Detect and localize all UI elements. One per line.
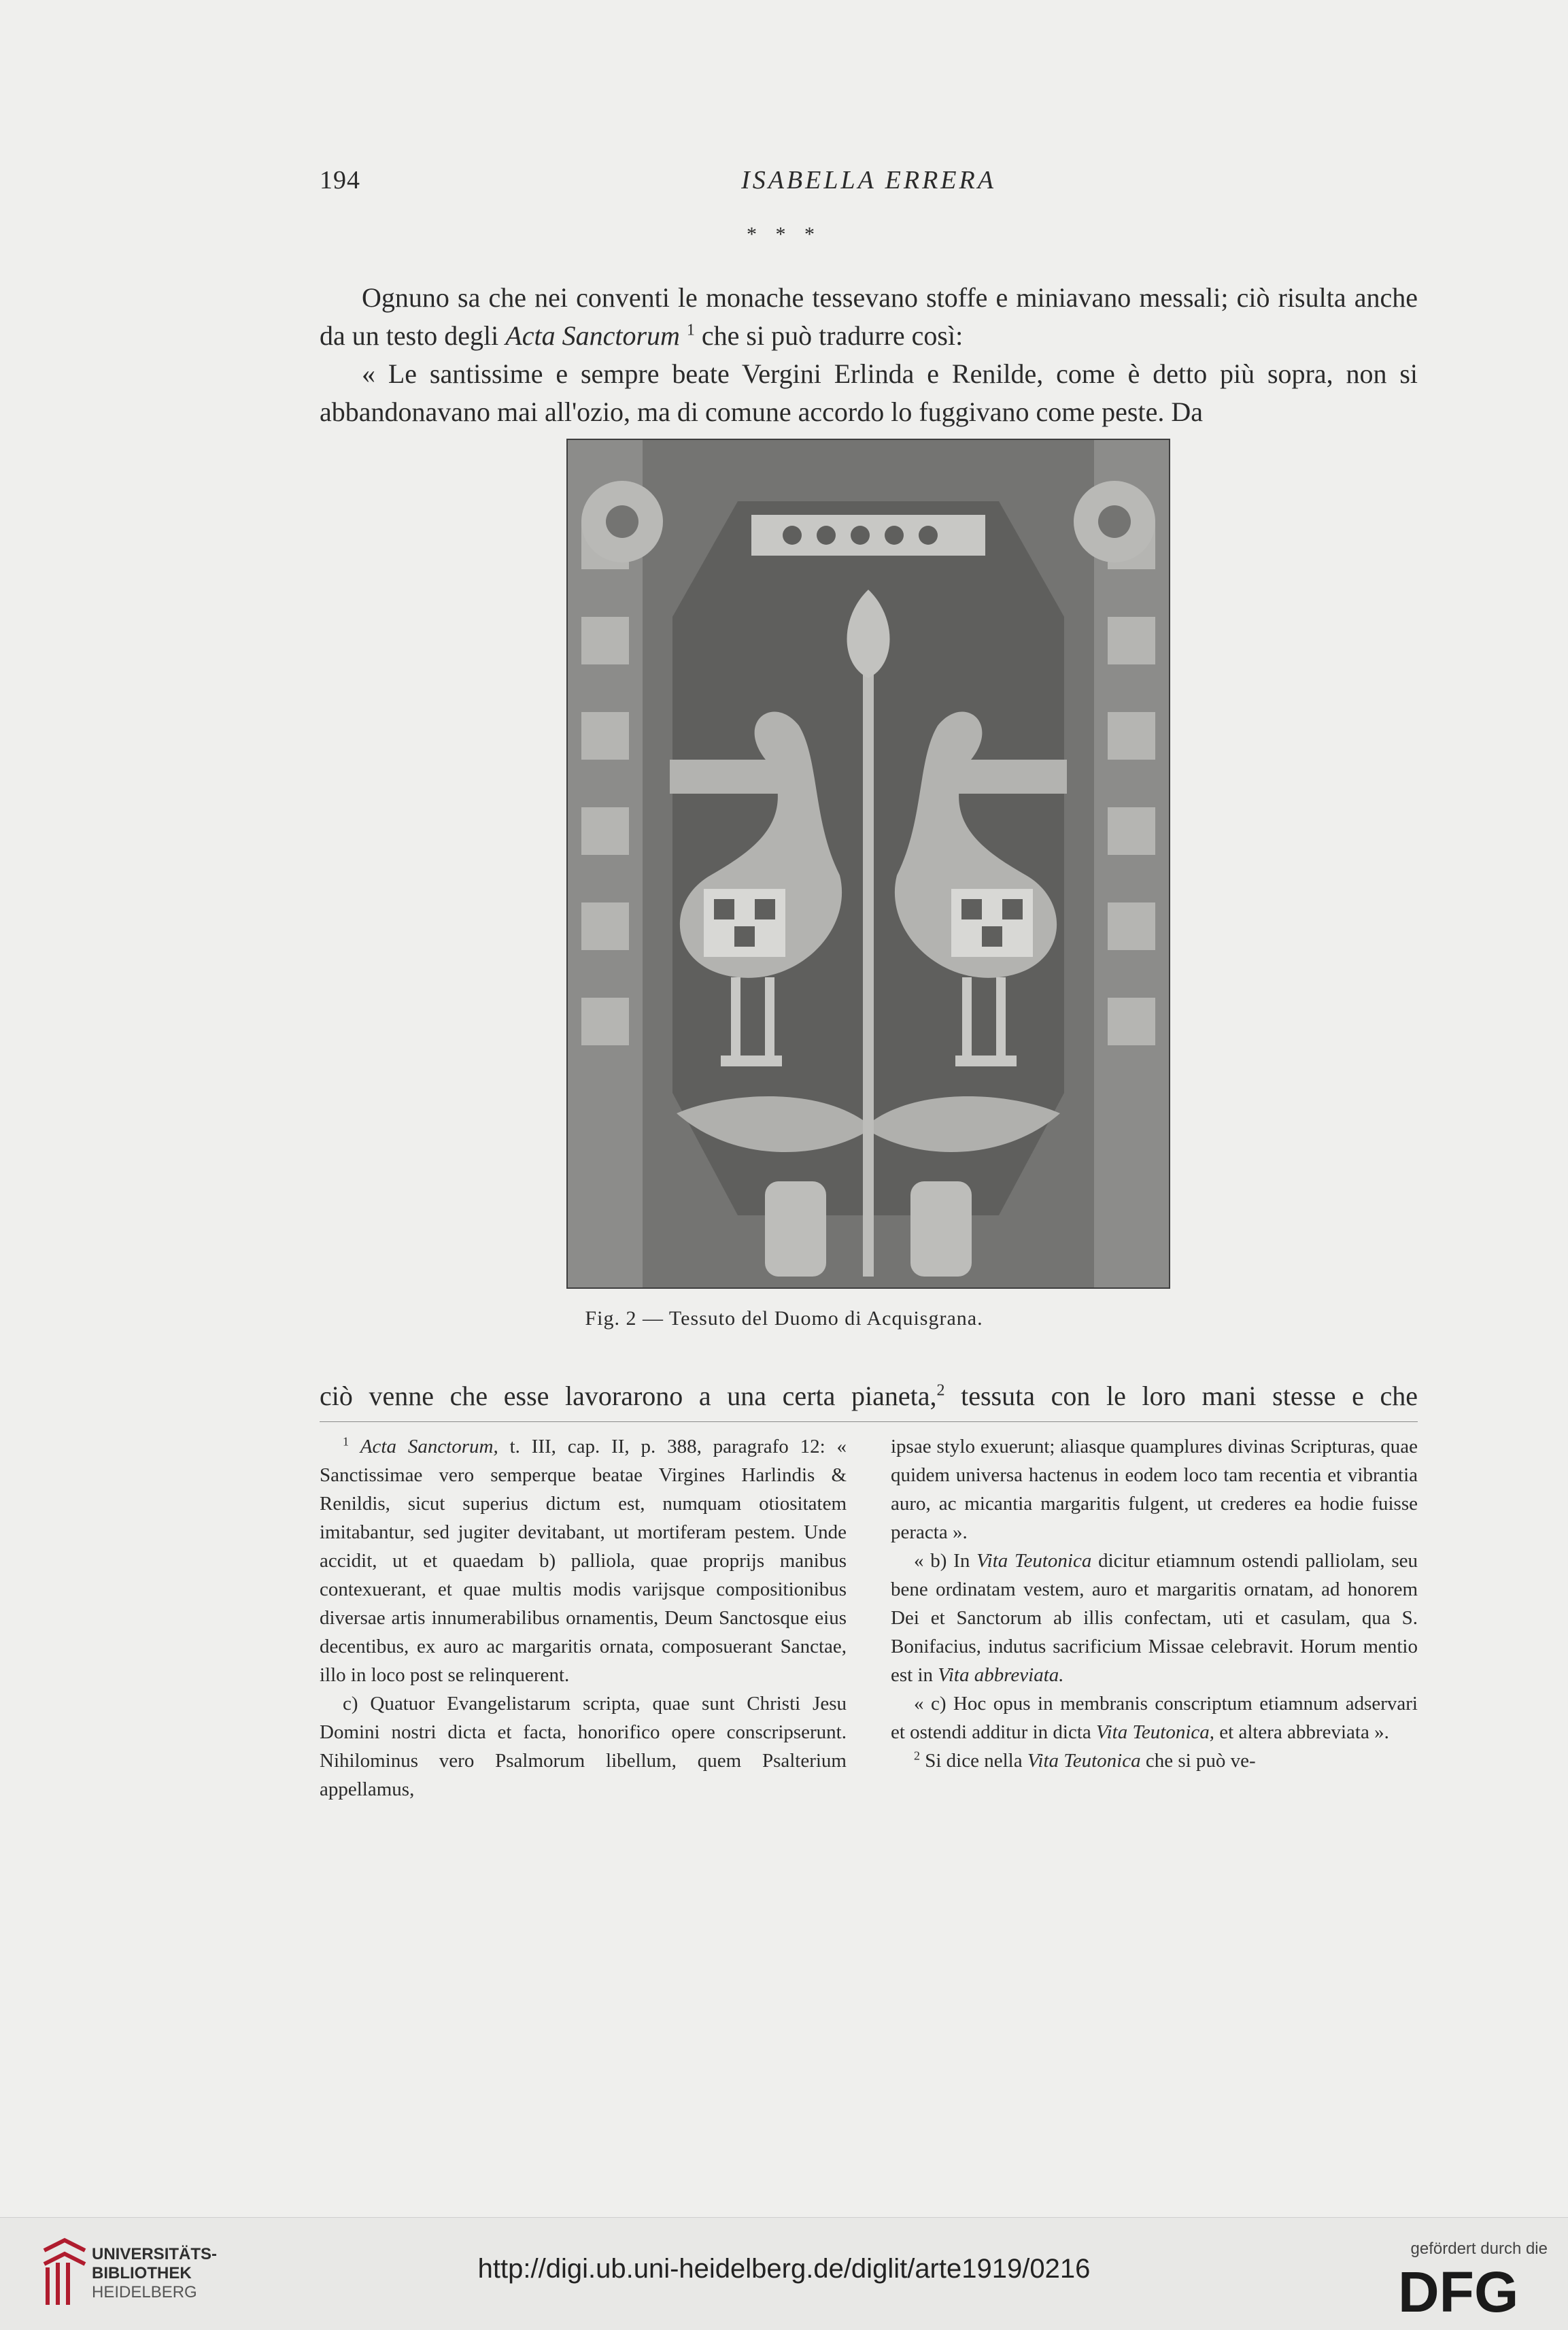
footnote-1-italic: Acta Sanctorum, xyxy=(360,1436,498,1457)
page-number: 194 xyxy=(320,166,360,195)
footnote-b-italic-2: Vita abbreviata. xyxy=(938,1664,1064,1686)
library-line-3: HEIDELBERG xyxy=(92,2283,197,2301)
footnote-1-b xyxy=(891,1547,1418,1689)
section-separator: * * * xyxy=(747,223,821,246)
footnote-1-text: t. III, cap. II, p. 388, paragrafo 12: « Sanctissimae vero semperque beatae Virgines Harlindis & Renildis, sicut superius dictum est, numquam otiositatem imitabantur, sed jugiter devitabant, ut mortiferam pestem. Unde accidit, ut et quaedam b) palliola, quae proprijs manibus contexuerant, et quae multis modis varijsque compositionibus diversae artis innumerabilibus ornamentis, Deum Sanctosque eius decentibus, ex auro ac margaritis ornata, composuerant Sanctae, illo in loco post se relinquerent. xyxy=(320,1436,847,1686)
footnote-1 xyxy=(320,1432,847,1689)
paragraph-1-text-b: che si può tradurre così: xyxy=(694,320,964,351)
footnote-c-text-a: « c) Hoc opus in membranis conscriptum etiamnum adservari et ostendi additur in dicta xyxy=(891,1693,1418,1743)
textile-illustration xyxy=(568,440,1169,1287)
footnote-2-text-a: Si dice nella xyxy=(920,1750,1027,1772)
footnote-2 xyxy=(891,1746,1418,1775)
footnotes-right-column xyxy=(891,1432,1418,1775)
footnote-b-text-a: « b) In xyxy=(914,1550,977,1572)
footnote-ref-1[interactable]: 1 xyxy=(686,321,695,339)
footnote-2-italic: Vita Teutonica xyxy=(1027,1750,1141,1772)
paragraph-1-italic: Acta Sanctorum xyxy=(505,320,680,351)
viewer-footer xyxy=(0,2217,1568,2330)
footnote-2-number: 2 xyxy=(914,1749,920,1763)
figure-textile-image xyxy=(566,439,1170,1289)
figure-caption: Fig. 2 — Tessuto del Duomo di Acquisgrana. xyxy=(585,1307,983,1330)
paragraph-1-text-a: Ognuno sa che nei conventi le monache tessevano stoffe e miniavano messali; ciò risulta anche da un testo degli xyxy=(320,282,1418,351)
footnote-c-text-b: et altera abbreviata ». xyxy=(1214,1721,1389,1743)
running-title: ISABELLA ERRERA xyxy=(741,166,996,195)
funder-label: gefördert durch die xyxy=(1410,2240,1548,2258)
footnote-separator xyxy=(320,1421,1418,1422)
paragraph-3-text-b: tessuta con le loro mani stesse e che xyxy=(944,1381,1418,1411)
footnote-b-italic: Vita Teutonica xyxy=(976,1550,1092,1572)
footnote-1-c-right xyxy=(891,1689,1418,1746)
library-line-1: UNIVERSITÄTS- xyxy=(92,2245,218,2263)
running-head xyxy=(320,165,1418,206)
footnote-b-text-b: dicitur etiamnum ostendi palliolam, seu bene ordinatam vestem, auro et margaritis ornatam, ad honorem Dei et Sanctorum ab illis confectam, uti et casulam, qua S. Bonifacius, indutus sacrificium Missae celebravit. Horum mentio est in xyxy=(891,1550,1418,1686)
footnote-2-text-b: che si può ve- xyxy=(1140,1750,1256,1772)
paragraph-1 xyxy=(320,279,1418,355)
footnote-1-continuation: ipsae stylo exuerunt; aliasque quamplures divinas Scripturas, quae quidem universa hactenus in eodem loco tam recentia et vibrantia auro, ac micantia margaritis fulgent, ut crederes ea hodie fuisse peracta ». xyxy=(891,1436,1418,1543)
footnote-1-c: c) Quatuor Evangelistarum scripta, quae sunt Christi Jesu Domini nostri dicta et facta, honorifico opere conscripserunt. Nihilominus vero Psalmorum libellum, quem Psalterium appellamus, xyxy=(320,1693,847,1800)
body-text-bottom xyxy=(320,1377,1418,1415)
library-line-2: BIBLIOTHEK xyxy=(92,2264,192,2282)
paragraph-3-text-a: ciò venne che esse lavorarono a una certa pianeta, xyxy=(320,1381,937,1411)
paragraph-3 xyxy=(320,1377,1418,1415)
dfg-logo-icon[interactable] xyxy=(1398,2263,1548,2317)
body-text-top xyxy=(320,279,1418,431)
permalink-url[interactable]: http://digi.ub.uni-heidelberg.de/diglit/arte1919/0216 xyxy=(477,2254,1091,2284)
footnote-c-italic: Vita Teutonica, xyxy=(1096,1721,1215,1743)
dfg-logo-text: DFG xyxy=(1398,2263,1519,2317)
footnote-1-number: 1 xyxy=(343,1434,349,1449)
footnotes-left-column xyxy=(320,1432,847,1804)
footnote-ref-2[interactable]: 2 xyxy=(936,1381,945,1400)
paragraph-2: « Le santissime e sempre beate Vergini Erlinda e Renilde, come è detto più sopra, non si abbandonavano mai all'ozio, ma di comune accordo lo fuggivano come peste. Da xyxy=(320,358,1418,427)
